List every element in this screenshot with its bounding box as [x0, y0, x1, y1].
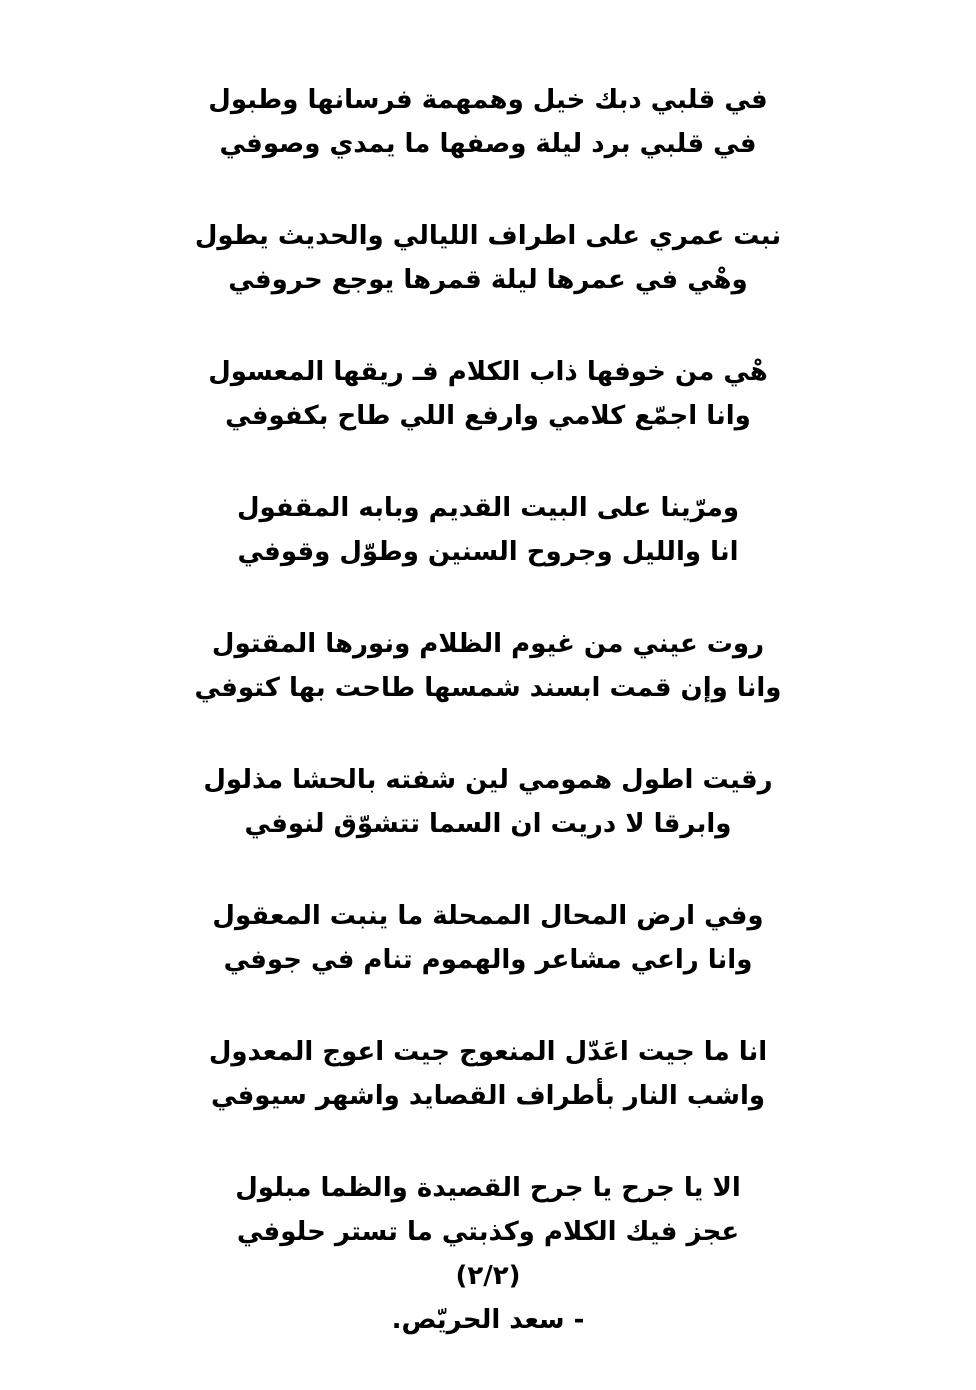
- stanza-7: [0, 894, 976, 982]
- verse-line: وانا وإن قمت ابسند شمسها طاحت بها كتوفي: [194, 673, 782, 703]
- poet-signature: - سعد الحريّص.: [391, 1305, 585, 1335]
- verse-line: رقيت اطول همومي لين شفته بالحشا مذلول: [203, 765, 773, 795]
- verse-line: هْي من خوفها ذاب الكلام فـ ريقها المعسول: [208, 357, 768, 387]
- verse-line: واشب النار بأطراف القصايد واشهر سيوفي: [210, 1081, 766, 1111]
- verse-line: وانا اجمّع كلامي وارفع اللي طاح بكفوفي: [225, 401, 751, 431]
- stanza-9: [0, 1166, 976, 1342]
- verse-line: ومرّينا على البيت القديم وبابه المقفول: [236, 493, 740, 523]
- verse-line: في قلبي برد ليلة وصفها ما يمدي وصوفي: [219, 129, 757, 159]
- verse-line: عجز فيك الكلام وكذبتي ما تستر حلوفي: [236, 1217, 740, 1247]
- verse-line: انا ما جيت اعَدّل المنعوج جيت اعوج المعدول: [208, 1037, 768, 1067]
- verse-line: الا يا جرح يا جرح القصيدة والظما مبلول: [235, 1173, 741, 1203]
- verse-line: وفي ارض المحال الممحلة ما ينبت المعقول: [212, 901, 764, 931]
- stanza-5: [0, 622, 976, 710]
- stanza-3: [0, 350, 976, 438]
- stanza-8: [0, 1030, 976, 1118]
- stanza-2: [0, 214, 976, 302]
- verse-line: انا والليل وجروح السنين وطوّل وقوفي: [237, 537, 739, 567]
- verse-line: روت عيني من غيوم الظلام ونورها المقتول: [211, 629, 765, 659]
- verse-line: وابرقا لا دريت ان السما تتشوّق لنوفي: [244, 809, 732, 839]
- verse-line: نبت عمري على اطراف الليالي والحديث يطول: [194, 221, 782, 251]
- verse-line: في قلبي دبك خيل وهمهمة فرسانها وطبول: [208, 85, 768, 115]
- part-number: (٢/٢): [455, 1261, 521, 1291]
- stanza-1: [0, 78, 976, 166]
- stanza-4: [0, 486, 976, 574]
- stanza-6: [0, 758, 976, 846]
- verse-line: وهْي في عمرها ليلة قمرها يوجع حروفي: [228, 265, 748, 295]
- verse-line: وانا راعي مشاعر والهموم تنام في جوفي: [223, 945, 753, 975]
- poem: [0, 78, 976, 1390]
